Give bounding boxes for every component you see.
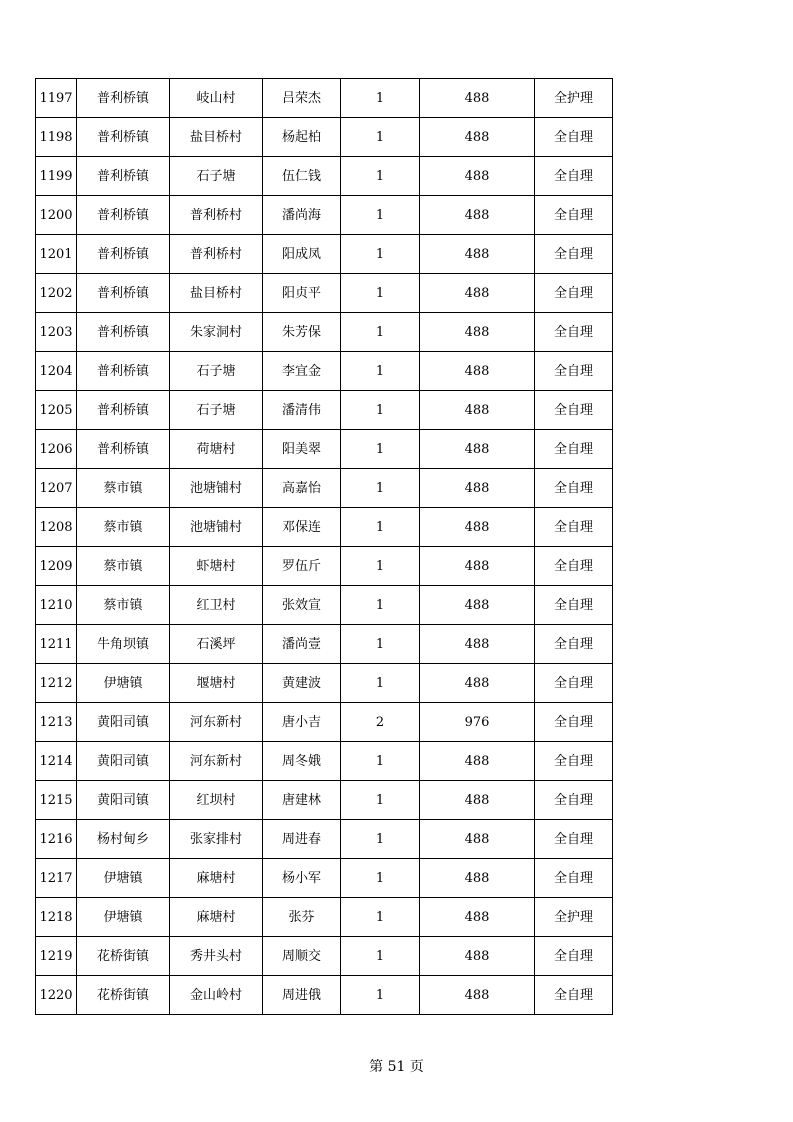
town-cell: 黄阳司镇	[77, 703, 170, 742]
town-cell: 蔡市镇	[77, 469, 170, 508]
town-cell: 普利桥镇	[77, 430, 170, 469]
name-cell: 潘清伟	[263, 391, 341, 430]
amount-cell: 488	[420, 469, 535, 508]
row-number-cell: 1202	[36, 274, 77, 313]
name-cell: 唐建林	[263, 781, 341, 820]
row-number-cell: 1210	[36, 586, 77, 625]
care-type-cell: 全自理	[535, 313, 613, 352]
page-label-suffix: 页	[409, 1059, 424, 1075]
amount-cell: 488	[420, 508, 535, 547]
count-cell: 1	[341, 235, 420, 274]
town-cell: 普利桥镇	[77, 118, 170, 157]
name-cell: 伍仁钱	[263, 157, 341, 196]
name-cell: 罗伍斤	[263, 547, 341, 586]
care-type-cell: 全自理	[535, 157, 613, 196]
count-cell: 1	[341, 586, 420, 625]
amount-cell: 488	[420, 586, 535, 625]
amount-cell: 488	[420, 391, 535, 430]
village-cell: 河东新村	[170, 742, 263, 781]
village-cell: 麻塘村	[170, 859, 263, 898]
row-number-cell: 1205	[36, 391, 77, 430]
row-number-cell: 1198	[36, 118, 77, 157]
town-cell: 杨村甸乡	[77, 820, 170, 859]
data-table	[35, 78, 613, 1015]
name-cell: 张效宣	[263, 586, 341, 625]
table-row	[36, 274, 613, 313]
count-cell: 1	[341, 196, 420, 235]
amount-cell: 488	[420, 430, 535, 469]
count-cell: 1	[341, 742, 420, 781]
town-cell: 蔡市镇	[77, 586, 170, 625]
amount-cell: 488	[420, 898, 535, 937]
village-cell: 秀井头村	[170, 937, 263, 976]
count-cell: 1	[341, 898, 420, 937]
village-cell: 荷塘村	[170, 430, 263, 469]
town-cell: 普利桥镇	[77, 157, 170, 196]
village-cell: 普利桥村	[170, 235, 263, 274]
count-cell: 1	[341, 976, 420, 1015]
amount-cell: 488	[420, 820, 535, 859]
amount-cell: 488	[420, 742, 535, 781]
town-cell: 花桥街镇	[77, 976, 170, 1015]
town-cell: 普利桥镇	[77, 274, 170, 313]
table-row	[36, 79, 613, 118]
town-cell: 伊塘镇	[77, 859, 170, 898]
table-row	[36, 664, 613, 703]
care-type-cell: 全自理	[535, 820, 613, 859]
row-number-cell: 1213	[36, 703, 77, 742]
row-number-cell: 1201	[36, 235, 77, 274]
village-cell: 金山岭村	[170, 976, 263, 1015]
care-type-cell: 全自理	[535, 703, 613, 742]
table-body	[36, 79, 613, 1015]
care-type-cell: 全自理	[535, 118, 613, 157]
village-cell: 张家排村	[170, 820, 263, 859]
table-row	[36, 976, 613, 1015]
table-row	[36, 742, 613, 781]
care-type-cell: 全自理	[535, 196, 613, 235]
count-cell: 1	[341, 469, 420, 508]
table-row	[36, 508, 613, 547]
name-cell: 阳成凤	[263, 235, 341, 274]
village-cell: 石子塘	[170, 352, 263, 391]
name-cell: 张芬	[263, 898, 341, 937]
village-cell: 麻塘村	[170, 898, 263, 937]
name-cell: 朱芳保	[263, 313, 341, 352]
count-cell: 1	[341, 352, 420, 391]
count-cell: 1	[341, 664, 420, 703]
name-cell: 杨起柏	[263, 118, 341, 157]
count-cell: 1	[341, 274, 420, 313]
count-cell: 1	[341, 391, 420, 430]
table-row	[36, 469, 613, 508]
care-type-cell: 全护理	[535, 79, 613, 118]
table-row	[36, 352, 613, 391]
care-type-cell: 全护理	[535, 898, 613, 937]
count-cell: 1	[341, 625, 420, 664]
village-cell: 盐目桥村	[170, 118, 263, 157]
table-row	[36, 118, 613, 157]
amount-cell: 488	[420, 196, 535, 235]
table-row	[36, 547, 613, 586]
town-cell: 普利桥镇	[77, 79, 170, 118]
table-row	[36, 430, 613, 469]
count-cell: 1	[341, 157, 420, 196]
village-cell: 河东新村	[170, 703, 263, 742]
care-type-cell: 全自理	[535, 352, 613, 391]
care-type-cell: 全自理	[535, 391, 613, 430]
town-cell: 黄阳司镇	[77, 742, 170, 781]
care-type-cell: 全自理	[535, 937, 613, 976]
amount-cell: 488	[420, 664, 535, 703]
row-number-cell: 1203	[36, 313, 77, 352]
village-cell: 石子塘	[170, 157, 263, 196]
care-type-cell: 全自理	[535, 469, 613, 508]
town-cell: 普利桥镇	[77, 196, 170, 235]
amount-cell: 488	[420, 976, 535, 1015]
name-cell: 周冬娥	[263, 742, 341, 781]
count-cell: 1	[341, 79, 420, 118]
count-cell: 1	[341, 508, 420, 547]
village-cell: 普利桥村	[170, 196, 263, 235]
count-cell: 1	[341, 820, 420, 859]
village-cell: 红卫村	[170, 586, 263, 625]
amount-cell: 488	[420, 79, 535, 118]
amount-cell: 488	[420, 352, 535, 391]
name-cell: 阳贞平	[263, 274, 341, 313]
care-type-cell: 全自理	[535, 664, 613, 703]
count-cell: 1	[341, 313, 420, 352]
count-cell: 1	[341, 937, 420, 976]
name-cell: 周进俄	[263, 976, 341, 1015]
table-row	[36, 625, 613, 664]
page-footer	[0, 1056, 793, 1076]
count-cell: 1	[341, 547, 420, 586]
name-cell: 李宜金	[263, 352, 341, 391]
name-cell: 黄建波	[263, 664, 341, 703]
care-type-cell: 全自理	[535, 508, 613, 547]
table-row	[36, 235, 613, 274]
row-number-cell: 1206	[36, 430, 77, 469]
town-cell: 蔡市镇	[77, 547, 170, 586]
table-row	[36, 586, 613, 625]
row-number-cell: 1200	[36, 196, 77, 235]
care-type-cell: 全自理	[535, 235, 613, 274]
care-type-cell: 全自理	[535, 430, 613, 469]
amount-cell: 488	[420, 157, 535, 196]
table-row	[36, 859, 613, 898]
row-number-cell: 1204	[36, 352, 77, 391]
care-type-cell: 全自理	[535, 781, 613, 820]
row-number-cell: 1216	[36, 820, 77, 859]
amount-cell: 488	[420, 547, 535, 586]
row-number-cell: 1220	[36, 976, 77, 1015]
table-row	[36, 313, 613, 352]
village-cell: 池塘铺村	[170, 469, 263, 508]
table-row	[36, 391, 613, 430]
count-cell: 1	[341, 118, 420, 157]
row-number-cell: 1207	[36, 469, 77, 508]
name-cell: 潘尚壹	[263, 625, 341, 664]
town-cell: 黄阳司镇	[77, 781, 170, 820]
amount-cell: 488	[420, 937, 535, 976]
village-cell: 池塘铺村	[170, 508, 263, 547]
village-cell: 朱家洞村	[170, 313, 263, 352]
row-number-cell: 1215	[36, 781, 77, 820]
amount-cell: 488	[420, 274, 535, 313]
village-cell: 虾塘村	[170, 547, 263, 586]
row-number-cell: 1197	[36, 79, 77, 118]
amount-cell: 488	[420, 859, 535, 898]
amount-cell: 488	[420, 235, 535, 274]
town-cell: 伊塘镇	[77, 664, 170, 703]
table-row	[36, 898, 613, 937]
table-row	[36, 157, 613, 196]
table-row	[36, 820, 613, 859]
town-cell: 蔡市镇	[77, 508, 170, 547]
care-type-cell: 全自理	[535, 274, 613, 313]
town-cell: 普利桥镇	[77, 391, 170, 430]
care-type-cell: 全自理	[535, 859, 613, 898]
count-cell: 2	[341, 703, 420, 742]
town-cell: 普利桥镇	[77, 313, 170, 352]
name-cell: 阳美翠	[263, 430, 341, 469]
amount-cell: 488	[420, 625, 535, 664]
amount-cell: 976	[420, 703, 535, 742]
count-cell: 1	[341, 430, 420, 469]
amount-cell: 488	[420, 313, 535, 352]
row-number-cell: 1217	[36, 859, 77, 898]
name-cell: 潘尚海	[263, 196, 341, 235]
row-number-cell: 1218	[36, 898, 77, 937]
amount-cell: 488	[420, 781, 535, 820]
name-cell: 杨小军	[263, 859, 341, 898]
page-label-prefix: 第	[369, 1059, 384, 1075]
village-cell: 岐山村	[170, 79, 263, 118]
name-cell: 唐小吉	[263, 703, 341, 742]
name-cell: 吕荣杰	[263, 79, 341, 118]
care-type-cell: 全自理	[535, 742, 613, 781]
village-cell: 盐目桥村	[170, 274, 263, 313]
page-number: 51	[387, 1059, 406, 1075]
row-number-cell: 1219	[36, 937, 77, 976]
table-row	[36, 703, 613, 742]
name-cell: 邓保连	[263, 508, 341, 547]
care-type-cell: 全自理	[535, 625, 613, 664]
table-row	[36, 781, 613, 820]
row-number-cell: 1209	[36, 547, 77, 586]
count-cell: 1	[341, 781, 420, 820]
table-row	[36, 937, 613, 976]
name-cell: 周进春	[263, 820, 341, 859]
row-number-cell: 1212	[36, 664, 77, 703]
row-number-cell: 1211	[36, 625, 77, 664]
name-cell: 周顺交	[263, 937, 341, 976]
care-type-cell: 全自理	[535, 586, 613, 625]
town-cell: 普利桥镇	[77, 235, 170, 274]
village-cell: 红坝村	[170, 781, 263, 820]
town-cell: 伊塘镇	[77, 898, 170, 937]
row-number-cell: 1214	[36, 742, 77, 781]
table-row	[36, 196, 613, 235]
care-type-cell: 全自理	[535, 547, 613, 586]
care-type-cell: 全自理	[535, 976, 613, 1015]
village-cell: 石子塘	[170, 391, 263, 430]
town-cell: 牛角坝镇	[77, 625, 170, 664]
name-cell: 高嘉怡	[263, 469, 341, 508]
town-cell: 花桥街镇	[77, 937, 170, 976]
village-cell: 石溪坪	[170, 625, 263, 664]
row-number-cell: 1199	[36, 157, 77, 196]
count-cell: 1	[341, 859, 420, 898]
town-cell: 普利桥镇	[77, 352, 170, 391]
village-cell: 堰塘村	[170, 664, 263, 703]
amount-cell: 488	[420, 118, 535, 157]
row-number-cell: 1208	[36, 508, 77, 547]
